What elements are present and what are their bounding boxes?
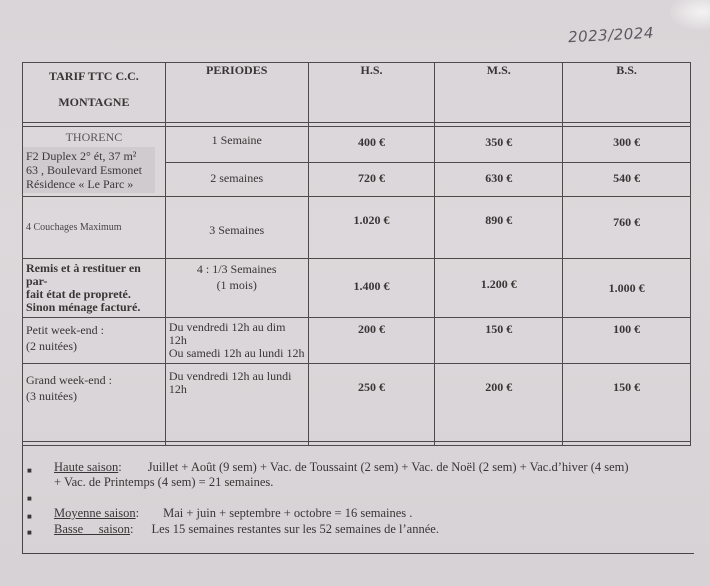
period-line2: (1 mois)	[216, 278, 257, 292]
rates-table	[22, 62, 691, 446]
price-ms: 890 €	[435, 197, 563, 259]
price-hs: 400 €	[308, 127, 435, 163]
moyenne-saison-sep: :	[135, 506, 140, 520]
period-cell: 2 semaines	[165, 163, 308, 197]
season-notes	[24, 446, 692, 552]
note-haute-saison	[54, 460, 629, 475]
basse-saison-text: Les 15 semaines restantes sur les 52 semaines de l’année.	[151, 522, 439, 536]
price-hs: 1.400 €	[308, 259, 435, 318]
table-row	[23, 259, 691, 318]
weekend-label-line2: (3 nuitées)	[26, 389, 77, 403]
header-bs: B.S.	[563, 63, 691, 123]
period-line1: Du vendredi 12h au lundi	[168, 369, 292, 383]
price-ms: 200 €	[435, 364, 563, 442]
price-ms: 630 €	[435, 163, 563, 197]
table-row	[23, 364, 691, 442]
price-bs: 100 €	[563, 318, 691, 364]
weekend-label-line1: Petit week-end :	[26, 323, 104, 337]
property-address-box	[23, 147, 155, 193]
weekend-label	[23, 318, 166, 364]
cleaning-note-line3: Sinon ménage facturé.	[26, 300, 141, 314]
cleaning-note-line2: fait état de propreté.	[26, 287, 131, 301]
price-ms: 150 €	[435, 318, 563, 364]
capacity-label: 4 Couchages Maximum	[23, 197, 166, 259]
haute-saison-text-2: + Vac. de Printemps (4 sem) = 21 semaines.	[54, 475, 274, 489]
header-ms: M.S.	[435, 63, 563, 123]
price-bs: 540 €	[563, 163, 691, 197]
moyenne-saison-label: Moyenne saison	[54, 506, 136, 520]
haute-saison-label: Haute saison	[54, 460, 119, 474]
table-row	[23, 318, 691, 364]
period-cell	[165, 364, 308, 442]
property-type: F2 Duplex 2° ét, 37 m²	[26, 149, 137, 163]
cleaning-note	[23, 259, 166, 318]
price-bs: 1.000 €	[563, 259, 691, 318]
price-bs: 150 €	[563, 364, 691, 442]
note-moyenne-saison	[54, 506, 412, 521]
period-line2: 12h	[168, 382, 187, 396]
cleaning-note-line1: Remis et à restituer en par-	[26, 261, 141, 288]
note-haute-saison-cont	[54, 475, 273, 490]
bullet-icon: ■	[27, 466, 32, 475]
header-periodes: PERIODES	[165, 63, 308, 123]
header-tarif-line1: TARIF TTC C.C.	[49, 69, 139, 83]
header-tarif-line2: MONTAGNE	[58, 95, 130, 109]
moyenne-saison-text: Mai + juin + septembre + octobre = 16 semaines .	[163, 506, 413, 520]
bullet-icon: ■	[27, 494, 32, 503]
period-line1: 4 : 1/3 Semaines	[196, 262, 277, 276]
period-line1: Du vendredi 12h au dim 12h	[168, 320, 286, 347]
period-cell: 3 Semaines	[165, 197, 308, 259]
period-cell: 1 Semaine	[165, 127, 308, 163]
property-address-cell	[23, 127, 166, 197]
table-row	[23, 127, 691, 163]
bullet-icon: ■	[27, 528, 32, 537]
weekend-label-line2: (2 nuitées)	[26, 339, 77, 353]
photo-glare	[670, 0, 710, 30]
table-bottom-separator	[23, 442, 691, 446]
period-line2: Ou samedi 12h au lundi 12h	[168, 346, 305, 360]
property-address: 63 , Boulevard Esmonet	[26, 163, 142, 177]
haute-saison-text: Juillet + Août (9 sem) + Vac. de Toussaint (2 sem) + Vac. de Noël (2 sem) + Vac.d’hiver (4 sem)	[147, 460, 629, 474]
basse-saison-sep: :	[130, 522, 134, 536]
table-header-row	[23, 63, 691, 123]
header-hs: H.S.	[308, 63, 435, 123]
period-cell	[165, 318, 308, 364]
header-tarif	[23, 63, 166, 123]
period-cell	[165, 259, 308, 318]
price-hs: 250 €	[308, 364, 435, 442]
handwritten-year: 2023/2024	[567, 23, 655, 47]
weekend-label	[23, 364, 166, 442]
note-basse-saison	[54, 522, 439, 537]
price-ms: 1.200 €	[435, 259, 563, 318]
price-bs: 300 €	[563, 127, 691, 163]
weekend-label-line1: Grand week-end :	[26, 373, 112, 387]
price-hs: 720 €	[308, 163, 435, 197]
bullet-icon: ■	[27, 512, 32, 521]
price-bs: 760 €	[563, 197, 691, 259]
table-row	[23, 197, 691, 259]
price-hs: 1.020 €	[308, 197, 435, 259]
haute-saison-sep: :	[118, 460, 122, 474]
price-ms: 350 €	[435, 127, 563, 163]
property-residence: Résidence « Le Parc »	[26, 177, 134, 191]
price-hs: 200 €	[308, 318, 435, 364]
basse-saison-label: Basse saison	[54, 522, 131, 536]
property-location: THORENC	[65, 130, 123, 144]
